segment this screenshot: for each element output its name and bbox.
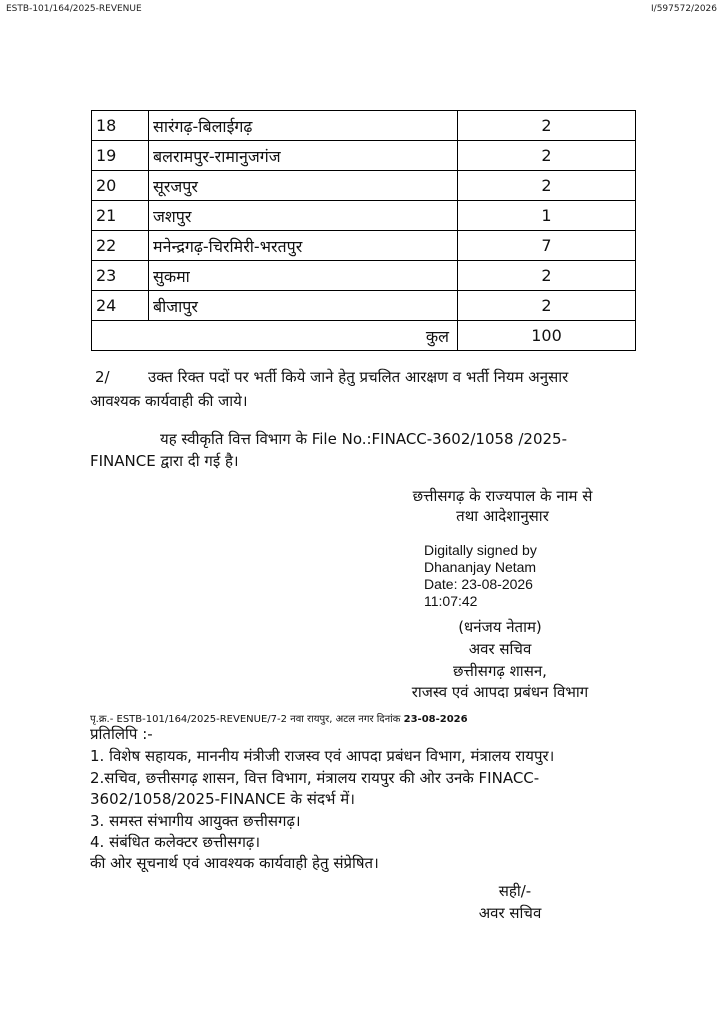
- row-post-count: 2: [458, 261, 636, 291]
- row-post-count: 1: [458, 201, 636, 231]
- table-row: [92, 141, 636, 171]
- row-post-count: 2: [458, 141, 636, 171]
- table-row: [92, 231, 636, 261]
- table-row: [92, 171, 636, 201]
- copy-item-2-line2: 3602/1058/2025-FINANCE के संदर्भ में।: [90, 790, 355, 808]
- row-post-count: 2: [458, 291, 636, 321]
- digital-signature-time: 11:07:42: [424, 593, 478, 609]
- finance-approval-line2: FINANCE द्वारा दी गई है।: [90, 452, 239, 470]
- para-2-number: 2/: [95, 368, 110, 386]
- row-serial-number: 24: [92, 291, 149, 321]
- copy-item-2-line1: 2.सचिव, छत्तीसगढ़ शासन, वित्त विभाग, मंत्रालय रायपुर की ओर उनके FINACC-: [90, 769, 540, 787]
- row-district-name: बलरामपुर-रामानुजगंज: [149, 141, 458, 171]
- finance-approval-line1: यह स्वीकृति वित्त विभाग के File No.:FINACC-3602/1058 /2025-: [160, 430, 567, 448]
- digital-signature-line2: Dhananjay Netam: [424, 559, 537, 575]
- footer-designation: अवर सचिव: [478, 904, 542, 922]
- signatory-designation: अवर सचिव: [468, 640, 532, 658]
- signatory-department: राजस्व एवं आपदा प्रबंधन विभाग: [411, 683, 589, 701]
- copy-item-1: 1. विशेष सहायक, माननीय मंत्रीजी राजस्व एवं आपदा प्रबंधन विभाग, मंत्रालय रायपुर।: [90, 747, 555, 765]
- signatory-name: (धनंजय नेताम): [458, 618, 542, 636]
- footer-signed: सही/-: [498, 882, 532, 900]
- row-district-name: सारंगढ़-बिलाईगढ़: [149, 111, 458, 141]
- table-total-row: [92, 321, 636, 351]
- row-serial-number: 21: [92, 201, 149, 231]
- row-district-name: सूरजपुर: [149, 171, 458, 201]
- endorsement-date: 23-08-2026: [403, 714, 468, 725]
- row-district-name: जशपुर: [149, 201, 458, 231]
- copy-item-3: 3. समस्त संभागीय आयुक्त छत्तीसगढ़।: [90, 812, 301, 830]
- district-posts-table: [91, 110, 636, 351]
- copy-item-4: 4. संबंधित कलेक्टर छत्तीसगढ़।: [90, 833, 261, 851]
- file-reference-header: ESTB-101/164/2025-REVENUE: [6, 4, 142, 14]
- para-2-line2: आवश्यक कार्यवाही की जाये।: [90, 392, 248, 410]
- table-row: [92, 201, 636, 231]
- order-line2: तथा आदेशानुसार: [456, 507, 549, 525]
- digital-signature-date: Date: 23-08-2026: [424, 576, 533, 592]
- table-row: [92, 111, 636, 141]
- total-value: 100: [458, 321, 636, 351]
- row-post-count: 2: [458, 171, 636, 201]
- copy-closing: की ओर सूचनार्थ एवं आवश्यक कार्यवाही हेतु संप्रेषित।: [90, 854, 379, 872]
- row-district-name: मनेन्द्रगढ़-चिरमिरी-भरतपुर: [149, 231, 458, 261]
- row-serial-number: 18: [92, 111, 149, 141]
- row-serial-number: 23: [92, 261, 149, 291]
- total-label: कुल: [92, 321, 458, 351]
- order-line1: छत्तीसगढ़ के राज्यपाल के नाम से: [412, 487, 593, 505]
- para-2-line1: उक्त रिक्त पदों पर भर्ती किये जाने हेतु प्रचलित आरक्षण व भर्ती नियम अनुसार: [148, 368, 569, 386]
- row-post-count: 2: [458, 111, 636, 141]
- table-row: [92, 261, 636, 291]
- row-serial-number: 22: [92, 231, 149, 261]
- row-post-count: 7: [458, 231, 636, 261]
- endorsement-reference-text: पृ.क्र.- ESTB-101/164/2025-REVENUE/7-2 नवा रायपुर, अटल नगर दिनांक: [90, 714, 404, 725]
- row-district-name: सुकमा: [149, 261, 458, 291]
- row-district-name: बीजापुर: [149, 291, 458, 321]
- document-id-header: I/597572/2026: [651, 4, 717, 14]
- row-serial-number: 20: [92, 171, 149, 201]
- signatory-government: छत्तीसगढ़ शासन,: [453, 662, 547, 680]
- table-row: [92, 291, 636, 321]
- digital-signature-line1: Digitally signed by: [424, 542, 537, 558]
- row-serial-number: 19: [92, 141, 149, 171]
- digital-signature-block: [424, 542, 537, 610]
- copy-heading: प्रतिलिपि :-: [90, 725, 153, 743]
